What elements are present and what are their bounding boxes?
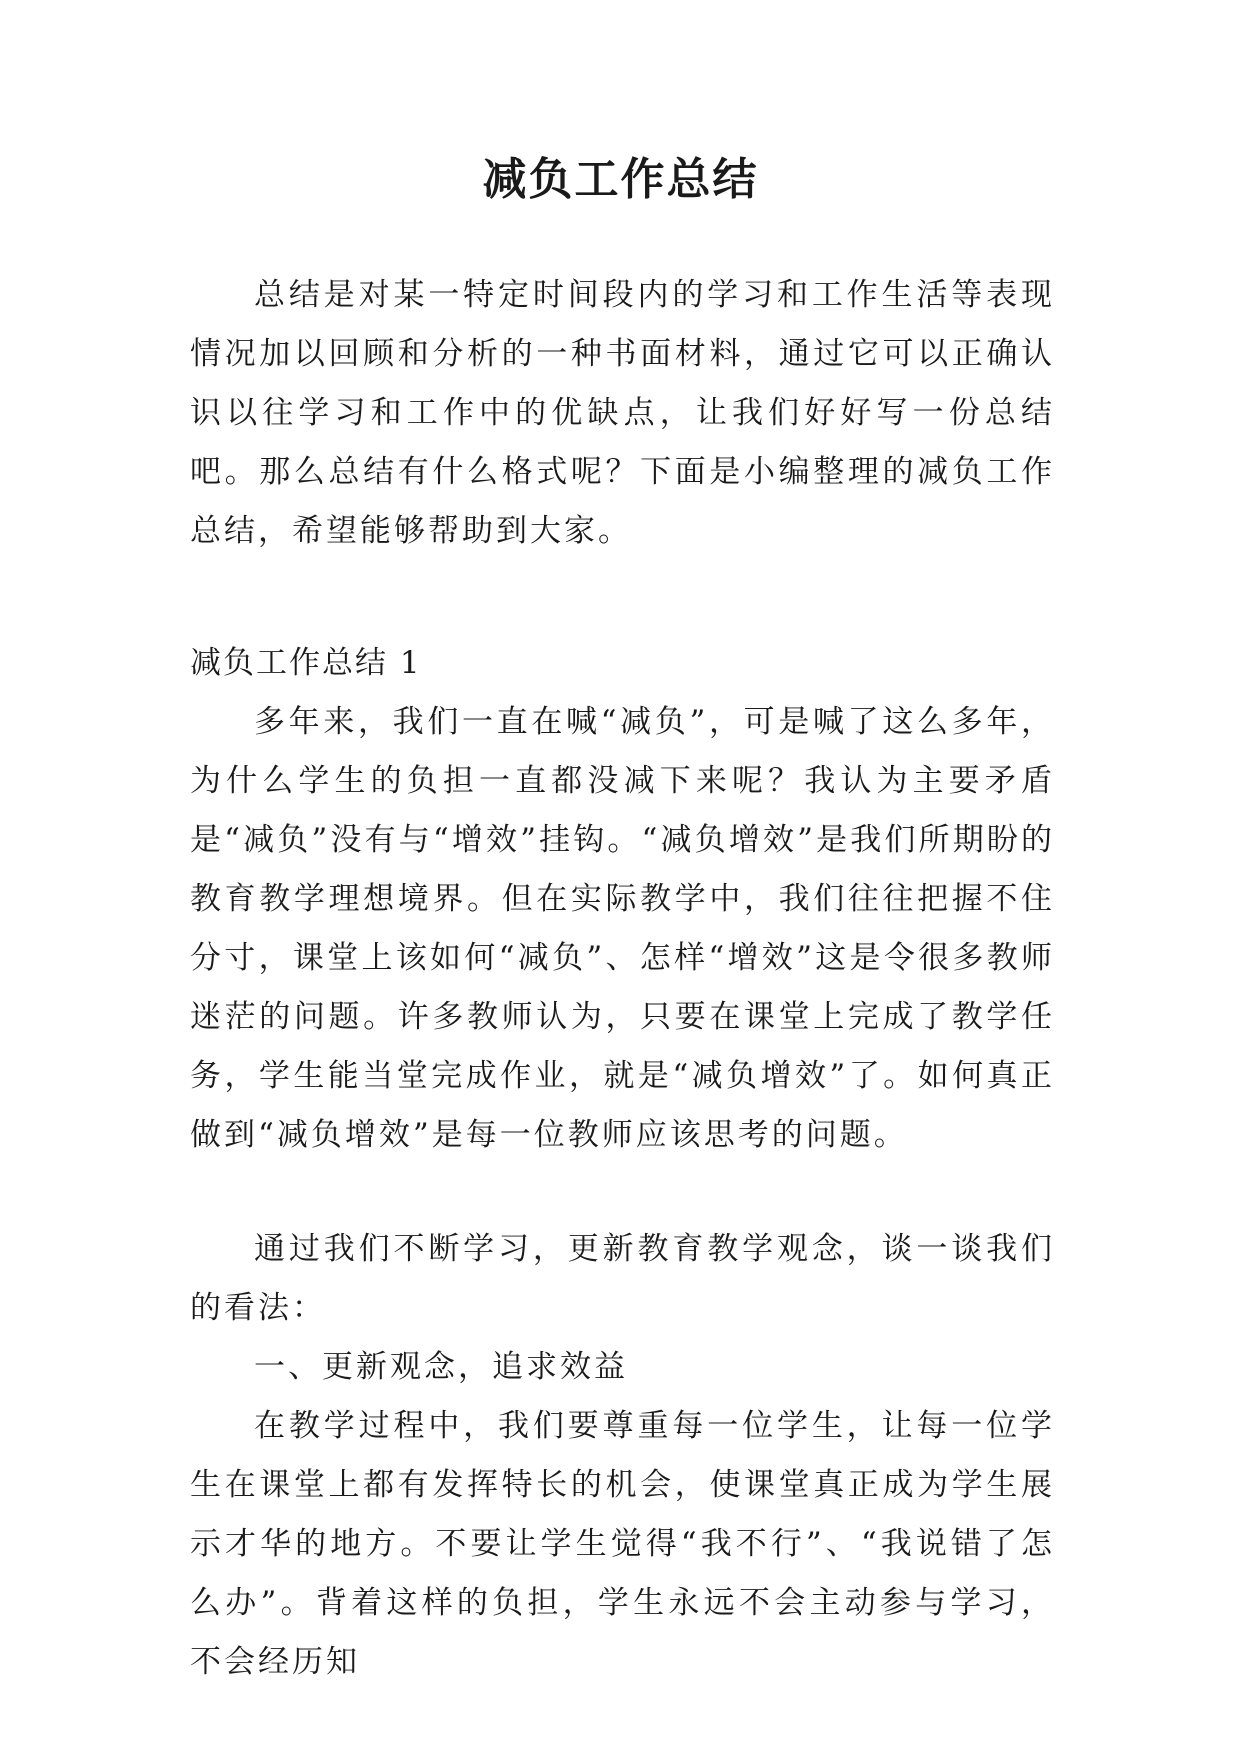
body-paragraph-1: 多年来，我们一直在喊“减负”，可是喊了这么多年，为什么学生的负担一直都没减下来呢？我认为主要矛盾是“减负”没有与“增效”挂钩。“减负增效”是我们所期盼的教育教学理想境界。但在实际教学中，我们往往把握不住分寸，课堂上该如何“减负”、怎样“增效”这是令很多教师迷茫的问题。许多教师认为，只要在课堂上完成了教学任务，学生能当堂完成作业，就是“减负增效”了。如何真正做到“减负增效”是每一位教师应该思考的问题。 bbox=[190, 704, 1055, 1153]
body-paragraph-2: 通过我们不断学习，更新教育教学观念，谈一谈我们的看法： bbox=[190, 1231, 1055, 1326]
body-paragraph-3: 在教学过程中，我们要尊重每一位学生，让每一位学生在课堂上都有发挥特长的机会，使课堂真正成为学生展示才华的地方。不要让学生觉得“我不行”、“我说错了怎么办”。背着这样的负担，学生永远不会主动参与学习，不会经历知 bbox=[190, 1408, 1055, 1680]
subheading-paragraph: 一、更新观念，追求效益 bbox=[254, 1349, 628, 1385]
intro-paragraph: 总结是对某一特定时间段内的学习和工作生活等表现情况加以回顾和分析的一种书面材料，通过它可以正确认识以往学习和工作中的优缺点，让我们好好写一份总结吧。那么总结有什么格式呢？下面是小编整理的减负工作总结，希望能够帮助到大家。 bbox=[190, 277, 1055, 549]
document-title: 减负工作总结 bbox=[482, 154, 759, 205]
section-title: 减负工作总结 1 bbox=[190, 645, 422, 681]
